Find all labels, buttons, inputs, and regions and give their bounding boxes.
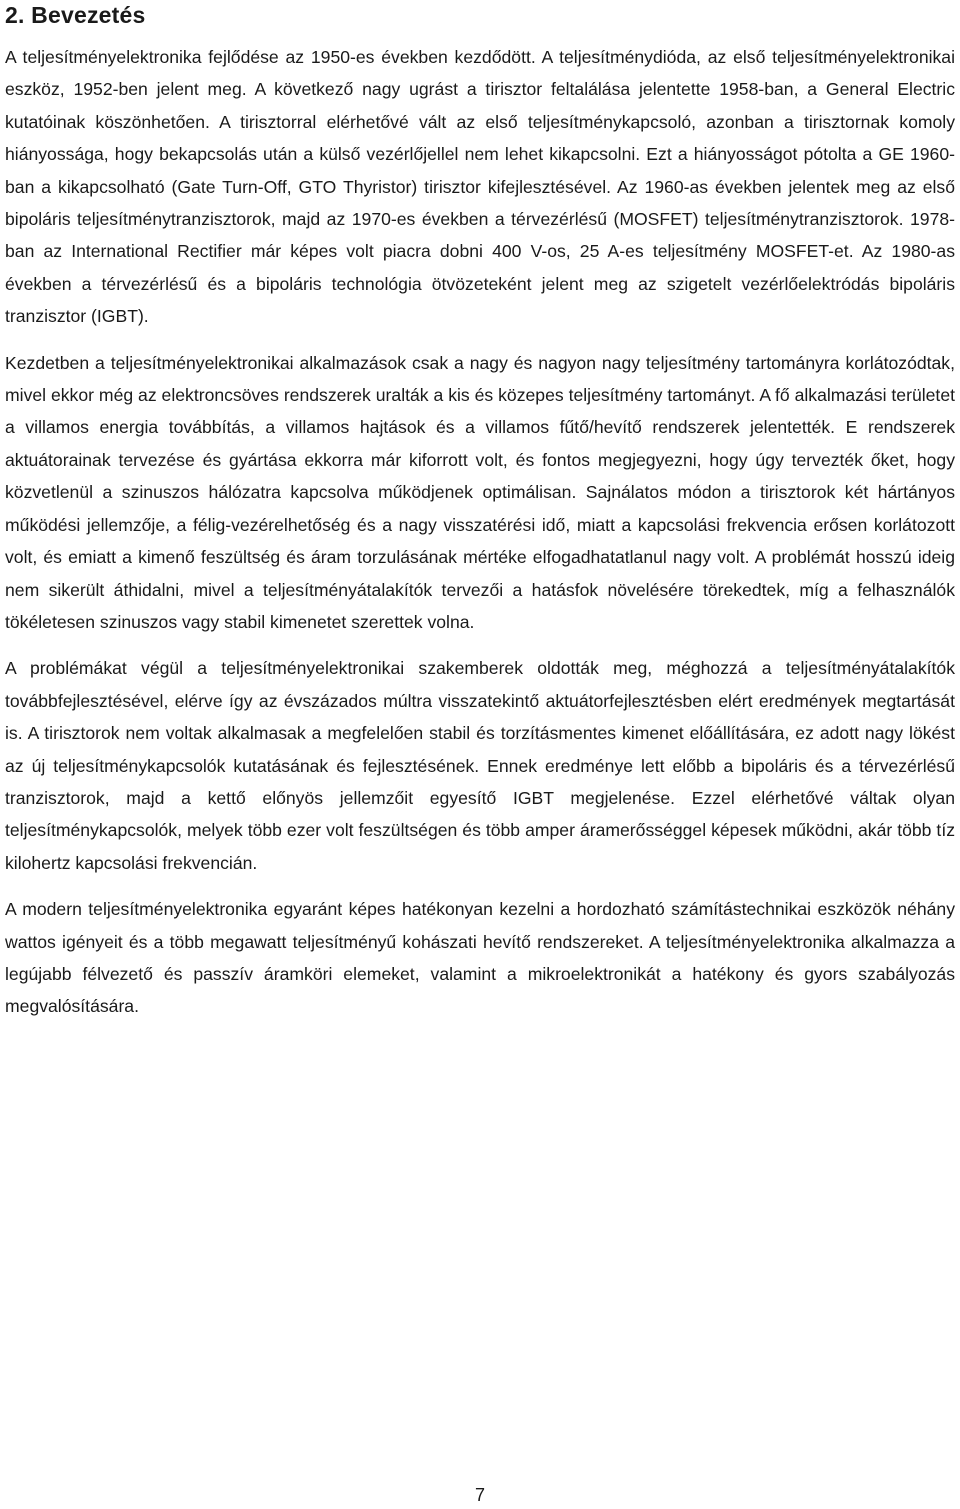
paragraph-history: A teljesítményelektronika fejlődése az 1950-es években kezdődött. A teljesítménydióda, az első teljesítményelektronikai eszköz, 1952-ben jelent meg. A következő nagy ugrást a tirisztor feltalálása jelentette 1958-ban, a General Electric kutatóinak köszönhetően. A tirisztorral elérhetővé vált az első teljesítménykapcsoló, azonban a tirisztornak komoly hiányossága, hogy bekapcsolás után a külső vezérlőjellel nem lehet kikapcsolni. Ezt a hiányosságot pótolta a GE 1960-ban a kikapcsolható (Gate Turn-Off, GTO Thyristor) tirisztor kifejlesztésével. Az 1960-as években jelentek meg az első bipoláris teljesítménytranzisztorok, majd az 1970-es években a térvezérlésű (MOSFET) teljesítménytranzisztorok. 1978-ban az International Rectifier már képes volt piacra dobni 400 V-os, 25 A-es teljesítmény MOSFET-et. Az 1980-as években a térvezérlésű és a bipoláris technológia ötvözeteként jelent meg az szigetelt vezérlőelektródás bipoláris tranzisztor (IGBT). [5, 47, 955, 327]
section-heading: 2. Bevezetés [5, 2, 146, 28]
paragraph-modern: A modern teljesítményelektronika egyaránt képes hatékonyan kezelni a hordozható számítástechnikai eszközök néhány wattos igényeit és a több megawatt teljesítményű kohászati hevítő rendszereket. A teljesítményelektronika alkalmazza a legújabb félvezető és passzív áramköri elemeket, valamint a mikroelektronikát a hatékony és gyors szabályozás megvalósítására. [5, 899, 955, 1017]
paragraph-solutions: A problémákat végül a teljesítményelektronikai szakemberek oldották meg, méghozzá a teljesítményátalakítók továbbfejlesztésével, elérve így az évszázados múltra visszatekintő aktuátorfejlesztésben elért eredmények megtartását is. A tirisztorok nem voltak alkalmasak a megfelelően stabil és torzításmentes kimenet előállítására, ez adott nagy lökést az új teljesítménykapcsolók kutatásának és fejlesztésének. Ennek eredménye lett előbb a bipoláris és a térvezérlésű tranzisztorok, majd a kettő előnyös jellemzőit egyesítő IGBT megjelenése. Ezzel elérhetővé váltak olyan teljesítménykapcsolók, melyek több ezer volt feszültségen és több amper áramerősséggel képesek működni, akár több tíz kilohertz kapcsolási frekvencián. [5, 658, 955, 873]
page-number: 7 [474, 1485, 485, 1505]
paragraph-early-applications: Kezdetben a teljesítményelektronikai alkalmazások csak a nagy és nagyon nagy teljesítmény tartományra korlátozódtak, mivel ekkor még az elektroncsöves rendszerek uralták a kis és közepes teljesítmény tartományt. A fő alkalmazási területet a villamos energia továbbítás, a villamos hajtások és a villamos fűtő/hevítő rendszerek jelentették. E rendszerek aktuátorainak tervezése és gyártása ekkorra már kiforrott volt, és fontos megjegyezni, hogy úgy tervezték őket, hogy közvetlenül a szinuszos hálózatra kapcsolva működjenek optimálisan. Sajnálatos módon a tirisztorok két hártányos működési jellemzője, a félig-vezérelhetőség és a nagy visszatérési idő, miatt a kapcsolási frekvencia erősen korlátozott volt, és emiatt a kimenő feszültség és áram torzulásának mértéke elfogadhatatlanul nagy volt. A problémát hosszú ideig nem sikerült áthidalni, mivel a teljesítményátalakítók tervezői a hatásfok növelésére törekedtek, míg a felhasználók tökéletesen szinuszos vagy stabil kimenetet szerettek volna. [5, 352, 955, 632]
